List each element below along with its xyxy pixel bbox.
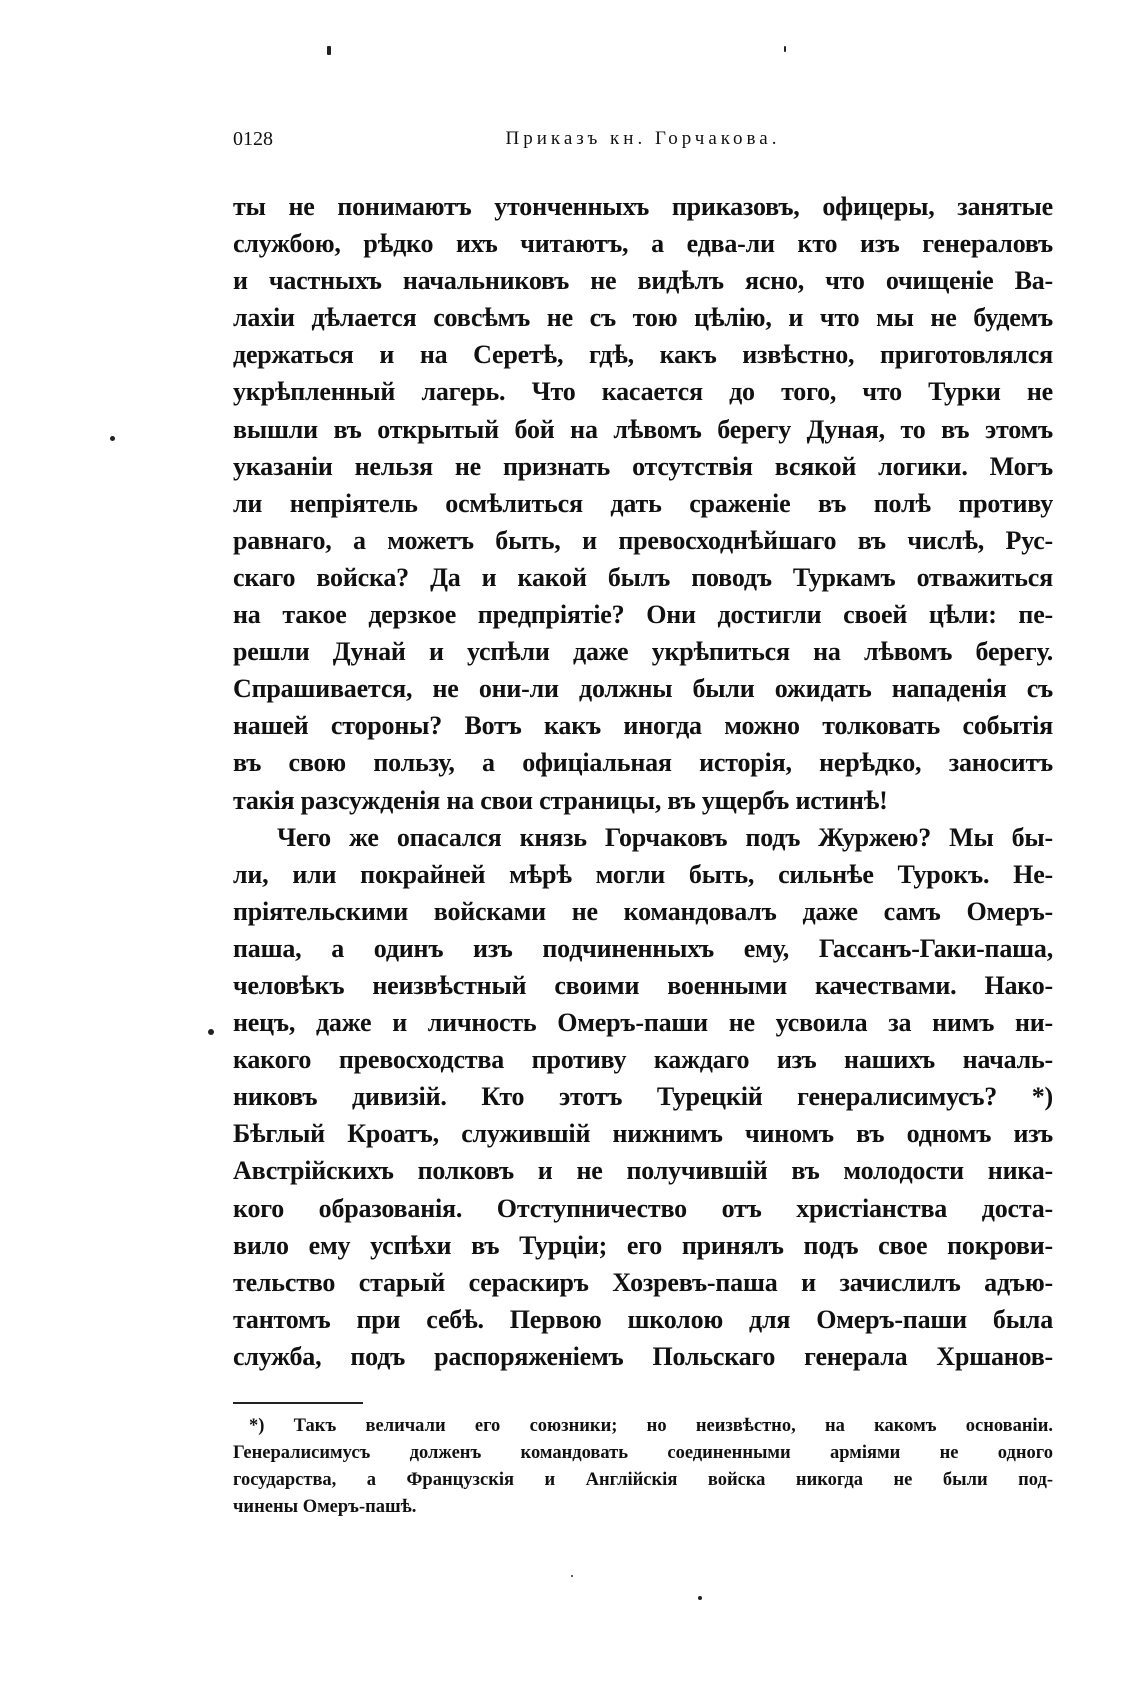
text-line: на такое дерзкое предпріятіе? Они достигли своей цѣли: пе- [233, 600, 1053, 630]
text-line: и частныхъ начальниковъ не видѣлъ ясно, что очищеніе Ва- [233, 266, 1053, 296]
text-line: ли, или покрайней мѣрѣ могли быть, сильнѣе Турокъ. Не- [233, 859, 1053, 889]
text-line: нашей стороны? Вотъ какъ иногда можно толковать событія [233, 711, 1053, 741]
page-header [233, 128, 1053, 162]
footnote-line: государства, а Французскія и Англійскія войска никогда не были под- [233, 1470, 1053, 1490]
footnote-line: чинены Омеръ-пашѣ. [233, 1497, 417, 1517]
text-line: скаго войска? Да и какой былъ поводъ Туркамъ отважиться [233, 562, 1053, 592]
text-line: никовъ дивизій. Кто этотъ Турецкій генералисимусъ? *) [233, 1082, 1053, 1112]
text-line: человѣкъ неизвѣстный своими военными качествами. Нако- [233, 970, 1053, 1000]
page-number: 0128 [233, 128, 273, 150]
running-title: Приказъ кн. Горчакова. [505, 128, 781, 149]
text-line: нецъ, даже и личность Омеръ-паши не усвоила за нимъ ни- [233, 1008, 1053, 1038]
footnote-line: *) Такъ величали его союзники; но неизвѣстно, на какомъ основаніи. [249, 1416, 1053, 1436]
text-line: какого превосходства противу каждаго изъ нашихъ началь- [233, 1045, 1053, 1075]
text-line: пріятельскими войсками не командовалъ даже самъ Омеръ- [233, 896, 1053, 926]
scan-speck [208, 1029, 214, 1035]
text-line: тельство старый сераскиръ Хозревъ-паша и зачислилъ адъю- [233, 1267, 1053, 1297]
text-line: паша, а одинъ изъ подчиненныхъ ему, Гассанъ-Гаки-паша, [233, 933, 1053, 963]
footnote-divider [233, 1402, 363, 1404]
text-line: ли непріятель осмѣлиться дать сраженіе въ полѣ противу [233, 488, 1053, 518]
text-line: лахіи дѣлается совсѣмъ не съ тою цѣлію, и что мы не будемъ [233, 303, 1053, 333]
text-line: Спрашивается, не они-ли должны были ожидать нападенія съ [233, 674, 1053, 704]
scan-speck [327, 46, 331, 55]
paragraph-start-line: Чего же опасался князь Горчаковъ подъ Журжею? Мы бы- [277, 822, 1053, 852]
footnote-line: Генералисимусъ долженъ командовать соединенными арміями не одного [233, 1443, 1053, 1463]
scan-speck [698, 1596, 702, 1600]
text-line: решли Дунай и успѣли даже укрѣпиться на лѣвомъ берегу. [233, 637, 1053, 667]
text-line: равнаго, а можетъ быть, и превосходнѣйшаго въ числѣ, Рус- [233, 525, 1053, 555]
main-text [233, 188, 1053, 1375]
text-line: ты не понимаютъ утонченныхъ приказовъ, офицеры, занятые [233, 192, 1053, 221]
text-line: службою, рѣдко ихъ читаютъ, а едва-ли кто изъ генераловъ [233, 229, 1053, 259]
text-line: кого образованія. Отступничество отъ христіанства доста- [233, 1193, 1053, 1223]
text-line: вило ему успѣхи въ Турціи; его принялъ подъ свое покрови- [233, 1230, 1053, 1260]
text-line: Бѣглый Кроатъ, служившій нижнимъ чиномъ въ одномъ изъ [233, 1119, 1053, 1149]
text-line: служба, подъ распоряженіемъ Польскаго генерала Хршанов- [233, 1341, 1053, 1371]
text-line: указаніи нельзя не признать отсутствія всякой логики. Могъ [233, 451, 1053, 481]
scan-speck [784, 46, 786, 52]
scan-speck [571, 1575, 573, 1577]
text-line: такія разсужденія на свои страницы, въ ущербъ истинѣ! [233, 785, 888, 815]
scan-speck [110, 436, 115, 441]
text-line: въ свою пользу, а офиціальная исторія, нерѣдко, заноситъ [233, 748, 1053, 778]
text-line: тантомъ при себѣ. Первою школою для Омеръ-паши была [233, 1304, 1053, 1334]
footnote [233, 1413, 1053, 1521]
text-line: держаться и на Серетѣ, гдѣ, какъ извѣстно, приготовлялся [233, 340, 1053, 370]
text-line: Австрійскихъ полковъ и не получившій въ молодости ника- [233, 1156, 1053, 1186]
text-line: укрѣпленный лагерь. Что касается до того, что Турки не [233, 377, 1053, 407]
text-line: вышли въ открытый бой на лѣвомъ берегу Дуная, то въ этомъ [233, 414, 1053, 444]
